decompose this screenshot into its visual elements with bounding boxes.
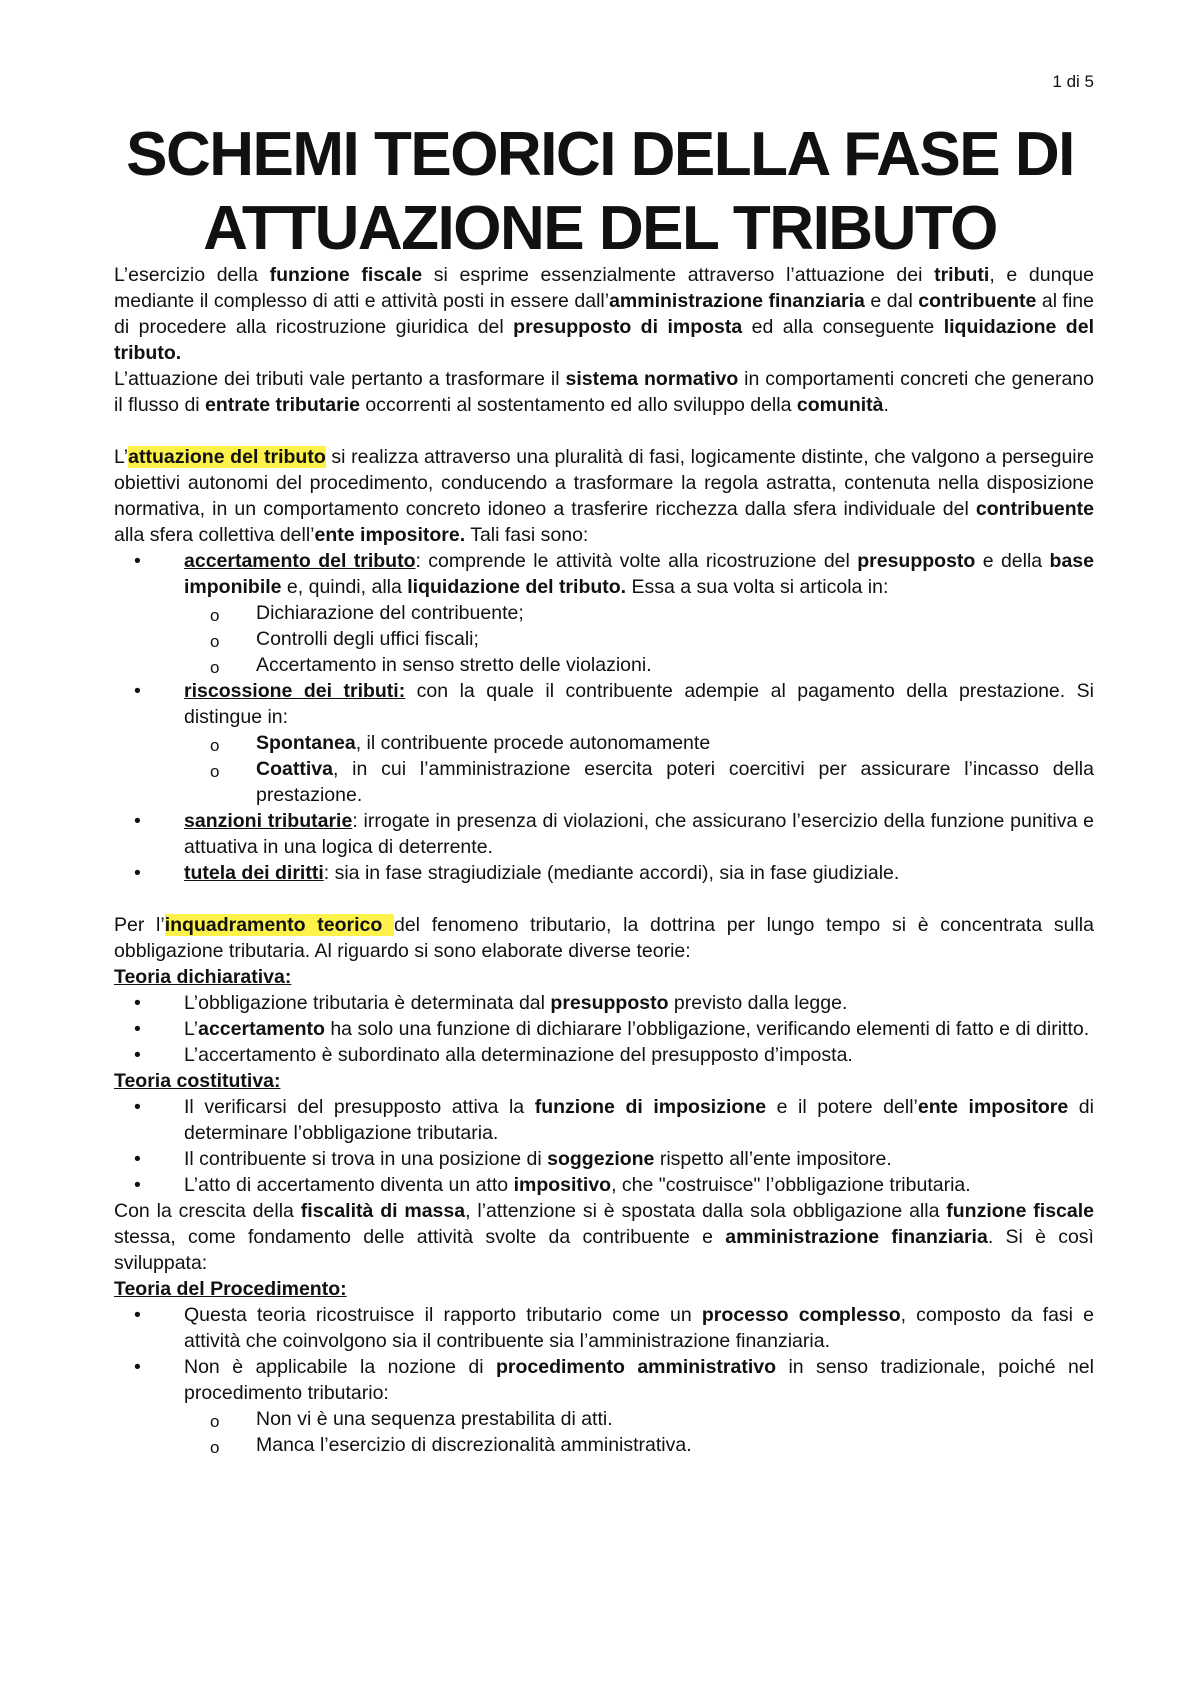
title-line-2: ATTUAZIONE DEL TRIBUTO — [203, 194, 997, 263]
text: e, quindi, alla — [281, 576, 408, 598]
underlined-term: tutela dei diritti — [184, 862, 324, 884]
list-item — [114, 1354, 1094, 1458]
text: , e dunque mediante il complesso di atti e attività posti in essere dall’ — [114, 264, 1094, 312]
bold-text: funzione di imposizione — [534, 1096, 767, 1118]
title-line-1: SCHEMI TEORICI DELLA FASE DI — [126, 120, 1074, 189]
bold-text: presupposto — [550, 992, 669, 1014]
intro-paragraph-2 — [114, 366, 1094, 418]
document-body — [114, 262, 1094, 1458]
teoria-dichiarativa-list — [114, 990, 1094, 1068]
text: in comportamenti concreti che generano il flusso di — [114, 368, 1094, 416]
sublist — [184, 1406, 1094, 1458]
list-item-phase-riscossione — [114, 678, 1094, 808]
teoria-procedimento-list — [114, 1302, 1094, 1458]
sublist-item — [184, 756, 1094, 808]
sublist-item: o Manca l’esercizio di discrezionalità amministrativa. — [184, 1432, 1094, 1458]
text: con la quale il contribuente adempie al pagamento della prestazione. Si distingue in: — [184, 680, 1094, 728]
bold-text: contribuente — [918, 290, 1037, 312]
text: in senso tradizionale, poiché nel procedimento tributario: — [184, 1356, 1094, 1404]
intro-paragraph — [114, 262, 1094, 366]
text: . Si è così sviluppata: — [114, 1226, 1094, 1274]
sublist-item — [184, 730, 1094, 756]
text: si realizza attraverso una pluralità di fasi, logicamente distinte, che valgono a perseguire obiettivi autonomi del procedimento, conducendo a trasformare la regola astratta, contenuta nella disposizione normativa, in un comportamento concreto idoneo a trasferire ricchezza dalla sfera individuale del — [114, 446, 1094, 520]
document-title — [100, 118, 1100, 266]
underlined-term: riscossione dei tributi: — [184, 680, 406, 702]
text: Il contribuente si trova in una posizione di — [184, 1148, 548, 1170]
bold-text: amministrazione finanziaria — [725, 1226, 988, 1248]
bold-text: base imponibile — [184, 550, 1094, 598]
list-item — [114, 1302, 1094, 1354]
list-item — [114, 1172, 1094, 1198]
paragraph-gap — [114, 418, 1094, 444]
heading-teoria-procedimento: Teoria del Procedimento: — [114, 1278, 347, 1300]
text: L’attuazione dei tributi vale pertanto a trasformare il — [114, 368, 566, 390]
text: si esprime essenzialmente attraverso l’attuazione dei — [422, 264, 935, 286]
text: previsto dalla legge. — [668, 992, 848, 1014]
text: , il contribuente procede autonomamente — [355, 732, 711, 754]
text: e il potere dell’ — [766, 1096, 918, 1118]
list-item — [114, 990, 1094, 1016]
text: e dal — [864, 290, 919, 312]
text: Il verificarsi del presupposto attiva la — [184, 1096, 535, 1118]
bold-text: liquidazione del tributo. — [407, 576, 627, 598]
text: ed alla conseguente — [742, 316, 944, 338]
paragraph-gap — [114, 886, 1094, 912]
underlined-term: accertamento del tributo — [184, 550, 416, 572]
bold-text: comunità — [796, 394, 884, 416]
highlighted-text: inquadramento teorico — [164, 914, 394, 936]
heading-teoria-dichiarativa: Teoria dichiarativa: — [114, 966, 292, 988]
text: al fine di procedere alla ricostruzione giuridica del — [114, 290, 1094, 338]
text: : sia in fase stragiudiziale (mediante accordi), sia in fase giudiziale. — [323, 862, 900, 884]
text: L’obbligazione tributaria è determinata dal — [184, 992, 551, 1014]
bold-text: procedimento amministrativo — [495, 1356, 777, 1378]
bold-text: funzione fiscale — [946, 1200, 1094, 1222]
bold-text: funzione fiscale — [269, 264, 423, 286]
bold-text: ente impositore — [917, 1096, 1069, 1118]
phases-list — [114, 548, 1094, 886]
theory-intro-paragraph — [114, 912, 1094, 964]
list-item-phase-tutela — [114, 860, 1094, 886]
text: ha solo una funzione di dichiarare l’obbligazione, verificando elementi di fatto e di diritto. — [324, 1018, 1090, 1040]
bold-text: processo complesso — [701, 1304, 901, 1326]
sublist-item: o Non vi è una sequenza prestabilita di atti. — [184, 1406, 1094, 1432]
bold-text: accertamento — [198, 1018, 325, 1040]
bold-text: amministrazione finanziaria — [609, 290, 865, 312]
text: L’ — [114, 446, 129, 468]
highlighted-text: attuazione del tributo — [128, 446, 326, 468]
text: Questa teoria ricostruisce il rapporto tributario come un — [184, 1304, 702, 1326]
text: , che "costruisce" l’obbligazione tributaria. — [611, 1174, 971, 1196]
text: L’esercizio della — [114, 264, 270, 286]
sublist — [184, 600, 1094, 678]
bold-text: contribuente — [975, 498, 1094, 520]
phases-paragraph — [114, 444, 1094, 548]
text: Con la crescita della — [114, 1200, 301, 1222]
bold-text: impositivo — [513, 1174, 612, 1196]
text: rispetto all’ente impositore. — [654, 1148, 892, 1170]
list-item: • L’accertamento è subordinato alla determinazione del presupposto d’imposta. — [114, 1042, 1094, 1068]
bold-text: sistema normativo — [565, 368, 739, 390]
sublist-item: o Dichiarazione del contribuente; — [184, 600, 1094, 626]
text: Non è applicabile la nozione di — [184, 1356, 496, 1378]
list-item — [114, 1016, 1094, 1042]
underlined-term: sanzioni tributarie — [184, 810, 353, 832]
text: , in cui l’amministrazione esercita poteri coercitivi per assicurare l’incasso della prestazione. — [256, 758, 1094, 806]
text: L’ — [184, 1018, 199, 1040]
bold-text: ente impositore. — [314, 524, 466, 546]
bold-text: liquidazione del tributo. — [114, 316, 1094, 364]
text: , composto da fasi e attività che coinvolgono sia il contribuente sia l’amministrazione finanziaria. — [184, 1304, 1094, 1352]
sublist — [184, 730, 1094, 808]
bold-text: presupposto — [857, 550, 976, 572]
heading-teoria-costitutiva: Teoria costitutiva: — [114, 1070, 281, 1092]
bold-text: Spontanea — [256, 732, 356, 754]
bold-text: Coattiva — [256, 758, 333, 780]
text: : irrogate in presenza di violazioni, che assicurano l’esercizio della funzione punitiva e attuativa in una logica di deterrente. — [184, 810, 1094, 858]
sublist-item: o Controlli degli uffici fiscali; — [184, 626, 1094, 652]
text: , l’attenzione si è spostata dalla sola obbligazione alla — [465, 1200, 947, 1222]
text: stessa, come fondamento delle attività svolte da contribuente e — [114, 1226, 726, 1248]
text: Essa a sua volta si articola in: — [626, 576, 889, 598]
list-item — [114, 1146, 1094, 1172]
text: occorrenti al sostentamento ed allo sviluppo della — [360, 394, 797, 416]
text: del fenomeno tributario, la dottrina per lungo tempo si è concentrata sulla obbligazione tributaria. Al riguardo si sono elaborate diverse teorie: — [114, 914, 1094, 962]
text: Per l’ — [114, 914, 165, 936]
bold-text: entrate tributarie — [205, 394, 360, 416]
page-number: 1 di 5 — [1052, 72, 1094, 91]
bold-text: presupposto di imposta — [513, 316, 743, 338]
bold-text: soggezione — [547, 1148, 655, 1170]
text: L’atto di accertamento diventa un atto — [184, 1174, 514, 1196]
mass-taxation-paragraph — [114, 1198, 1094, 1276]
sublist-item: o Accertamento in senso stretto delle violazioni. — [184, 652, 1094, 678]
text: e della — [975, 550, 1050, 572]
bold-text: tributi — [934, 264, 990, 286]
list-item — [114, 1094, 1094, 1146]
list-item-phase-sanzioni — [114, 808, 1094, 860]
text: di determinare l’obbligazione tributaria. — [184, 1096, 1094, 1144]
text: alla sfera collettiva dell’ — [114, 524, 315, 546]
text: Tali fasi sono: — [465, 524, 589, 546]
bold-text: fiscalità di massa — [300, 1200, 466, 1222]
text: . — [883, 394, 889, 416]
list-item-phase-accertamento — [114, 548, 1094, 678]
text: : comprende le attività volte alla ricostruzione del — [415, 550, 858, 572]
teoria-costitutiva-list — [114, 1094, 1094, 1198]
